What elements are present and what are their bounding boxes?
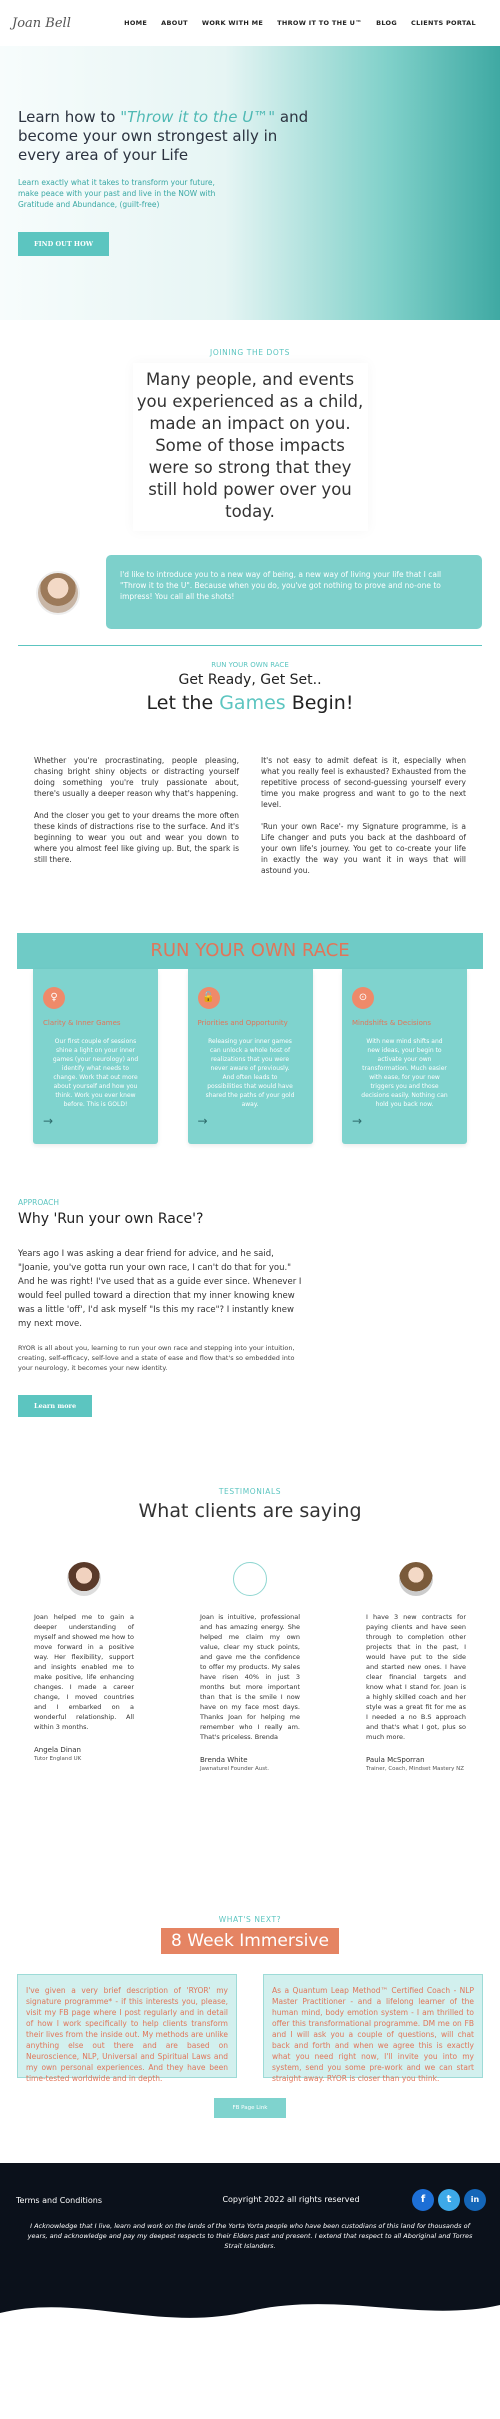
program-section (0, 1915, 500, 2163)
arrow-right-icon[interactable]: → (197, 1114, 208, 1128)
logo[interactable]: Joan Bell (12, 15, 71, 31)
testimonials-heading: What clients are saying (138, 1500, 362, 1522)
right-column (261, 755, 466, 933)
social-links (406, 2189, 486, 2211)
text-columns (0, 735, 500, 933)
approach-para-1: Years ago I was asking a dear friend for advice, and he said, "Joanie, you've gotta run your own race, I can't do that for you." And he was right! I've used that as a guide ever since. Whenever I would feel pulled toward a direction that my inner knowing knew was a little 'off', I'd ask myself "Is this my race"? I instantly knew my next move. (18, 1249, 302, 1329)
testimonial-item (366, 1562, 466, 1772)
acknowledgement: I Acknowledge that I live, learn and work on the lands of the Yorta Yorta people who have been custodians of this land for thousands of years, and acknowledge and pay my deepest respects to their Elders past and present. I extend that respect to all Aboriginal and Torres Strait Islanders. (27, 2222, 473, 2250)
testimonial-text: Joan helped me to gain a deeper understanding of myself and showed me how to move forward in a positive way. Her flexibility, support and insights enabled me to make positive, life enhancing changes. I made a career change, I moved countries and I embarked on a wonderful relationship. All within 3 months. (34, 1613, 134, 1731)
hero-title: Learn how to "Throw it to the U™" and become your own strongest ally in every area of your Life (18, 108, 309, 164)
intro-bubble: I'd like to introduce you to a new way of being, a new way of living your life that I call "Throw it to the U". Because when you do, you've got nothing to prove and no-one to impress! You call all the shots! (106, 555, 482, 629)
program-description: I've given a very brief description of 'RYOR' my signature programme* - if this interests you, please, visit my FB page where I post regularly and in detail of how I work specifically to help clients transform their lives from the inside out. My methods are unlike anything else out there and are based on Neuroscience, NLP, Universal and Spiritual Laws and my own personal experiences. And they have been time-tested worldwide and in depth. (17, 1974, 237, 2078)
main-nav (112, 19, 488, 27)
nav-clients-portal[interactable]: CLIENTS PORTAL (411, 19, 476, 27)
right-para-2: 'Run your own Race'- my Signature programme, is a Life changer and puts you back at the dashboard of your own life's journey. You get to co-create your life in exactly the way you want it in ways that will astound you. (261, 822, 466, 875)
approach-para-2: RYOR is all about you, learning to run your own race and stepping into your intuition, creating, self-efficacy, self-love and a state of ease and flow that's so embedded into your neurology, it becomes your new identity. (18, 1344, 295, 1372)
testimonial-list (0, 1522, 500, 1772)
footer-wave (0, 2293, 500, 2333)
ready-subheading: Let the Games Begin! (146, 692, 354, 714)
card-text: Our first couple of sessions shine a light on your inner games (your neurology) and identify what needs to change. Work that out more about yourself and how you think. Work you ever knew before. This is GOLD! (52, 1038, 139, 1108)
left-column (34, 755, 239, 933)
avatar (233, 1562, 267, 1596)
linkedin-icon[interactable]: in (464, 2189, 486, 2211)
ready-section (18, 645, 482, 735)
hero-section (0, 46, 500, 320)
nav-work-with-me[interactable]: WORK WITH ME (201, 19, 264, 27)
card-title: Priorities and Opportunity (197, 1019, 288, 1027)
testimonials-section (0, 1487, 500, 1915)
copyright: Copyright 2022 all rights reserved (222, 2195, 360, 2204)
card-clarity (33, 969, 158, 1144)
race-cards (0, 969, 500, 1144)
testimonial-role: Tutor England UK (34, 1756, 82, 1762)
lock-icon: 🔓 (198, 987, 220, 1009)
testimonial-text: Joan is intuitive, professional and has amazing energy. She helped me claim my own value, clear my stuck points, and gave me the confidence to offer my products. My sales have risen 40% in just 3 months but more important than that is the smile I now have on my face most days. Thanks Joan for helping me remember who I really am. That's priceless. Brenda (200, 1613, 300, 1741)
terms-link[interactable]: Terms and Conditions (16, 2195, 103, 2205)
left-para-2: And the closer you get to your dreams the more often these kinds of distractions rise to the surface. And it's beginning to wear you out and wear you down to where you almost feel like giving up. But, the spark is still there. (34, 811, 239, 864)
location-pin-icon: ⊙ (352, 987, 374, 1009)
race-banner: RUN YOUR OWN RACE (17, 933, 483, 969)
testimonial-name: Angela Dinan (34, 1746, 81, 1754)
site-footer (0, 2163, 500, 2333)
joining-label: JOINING THE DOTS (210, 348, 290, 357)
intro-section (0, 543, 500, 645)
arrow-right-icon[interactable]: → (43, 1114, 54, 1128)
right-para-1: It's not easy to admit defeat is it, especially when what you really feel is exhausted? Exhausted from the repetitive process of second-guessing yourself every time you make progress and want to go to the next level. (261, 756, 466, 809)
footer-row (0, 2163, 500, 2211)
approach-heading: Why 'Run your own Race'? (18, 1211, 204, 1227)
avatar (399, 1562, 433, 1596)
ready-label: RUN YOUR OWN RACE (211, 661, 289, 669)
site-header (0, 0, 500, 46)
nav-home[interactable]: HOME (124, 19, 148, 27)
ready-heading: Get Ready, Get Set.. (178, 672, 322, 688)
program-label: WHAT'S NEXT? (218, 1915, 282, 1924)
testimonial-role: Jawnaturel Founder Aust. (200, 1766, 269, 1772)
testimonial-item (34, 1562, 134, 1772)
joining-quote: Many people, and events you experienced as a child, made an impact on you. Some of those impacts were so strong that they still hold power over you today. (133, 363, 368, 531)
program-columns (0, 1954, 500, 2083)
facebook-icon[interactable]: f (412, 2189, 434, 2211)
left-para-1: Whether you're procrastinating, people pleasing, chasing bright shiny objects or distracting yourself doing something you're truly passionate about, there's usually a deeper reason why that's happening. (34, 756, 239, 798)
testimonials-label: TESTIMONIALS (218, 1487, 282, 1496)
testimonial-name: Paula McSporran (366, 1756, 425, 1764)
joining-section (0, 320, 500, 531)
card-title: Mindshifts & Decisions (352, 1019, 431, 1027)
twitter-icon[interactable]: t (438, 2189, 460, 2211)
nav-throw-it[interactable]: THROW IT TO THE U™ (277, 19, 363, 27)
card-priorities (188, 969, 313, 1144)
nav-blog[interactable]: BLOG (376, 19, 397, 27)
card-text: Releasing your inner games can unlock a whole host of realizations that you were never aware of previously. And often leads to possibilities that would have shared the paths of your gold away. (205, 1038, 295, 1108)
lightbulb-icon: ♀ (43, 987, 65, 1009)
avatar (36, 571, 80, 615)
testimonial-item (200, 1562, 300, 1772)
fb-page-link-button[interactable]: FB Page Link (214, 2098, 285, 2118)
nav-about[interactable]: ABOUT (161, 19, 188, 27)
approach-label: APPROACH (18, 1198, 60, 1207)
testimonial-name: Brenda White (200, 1756, 248, 1764)
card-text: With new mind shifts and new ideas, your begin to activate your own transformation. Much easier with ease, for your new triggers you and those decisions easily. Nothing can hold you back now. (361, 1038, 448, 1108)
testimonial-text: I have 3 new contracts for paying clients and have seen through to completion other projects that in the past, I would have put to the side and started new ones. I have clear financial targets and know what I stand for. Joan is a highly skilled coach and her style was a great fit for me as I needed a no B.S approach and that's what I got, plus so much more. (366, 1613, 466, 1741)
avatar (67, 1562, 101, 1596)
program-banner: 8 Week Immersive (161, 1928, 339, 1954)
program-offer: As a Quantum Leap Method™ Certified Coach - NLP Master Practitioner - and a lifelong learner of the human mind, body emotion system - I am thrilled to offer this transformational programme. DM me on FB and I will ask you a couple of questions, will chat back and forth and when we agree this is exactly what you need right now, I'll invite you into my system, send you some pre-work and we can start straight away. RYOR is closer than you think. (263, 1974, 483, 2078)
arrow-right-icon[interactable]: → (352, 1114, 363, 1128)
approach-section (0, 1144, 500, 1487)
hero-subtitle: Learn exactly what it takes to transform your future, make peace with your past and live in the NOW with Gratitude and Abundance, (guilt-free) (18, 178, 216, 209)
learn-more-button[interactable]: Learn more (18, 1395, 92, 1417)
find-out-how-button[interactable]: FIND OUT HOW (18, 232, 109, 256)
testimonial-role: Trainer, Coach, Mindset Mastery NZ (366, 1766, 464, 1772)
card-title: Clarity & Inner Games (43, 1019, 121, 1027)
card-mindshifts (342, 969, 467, 1144)
